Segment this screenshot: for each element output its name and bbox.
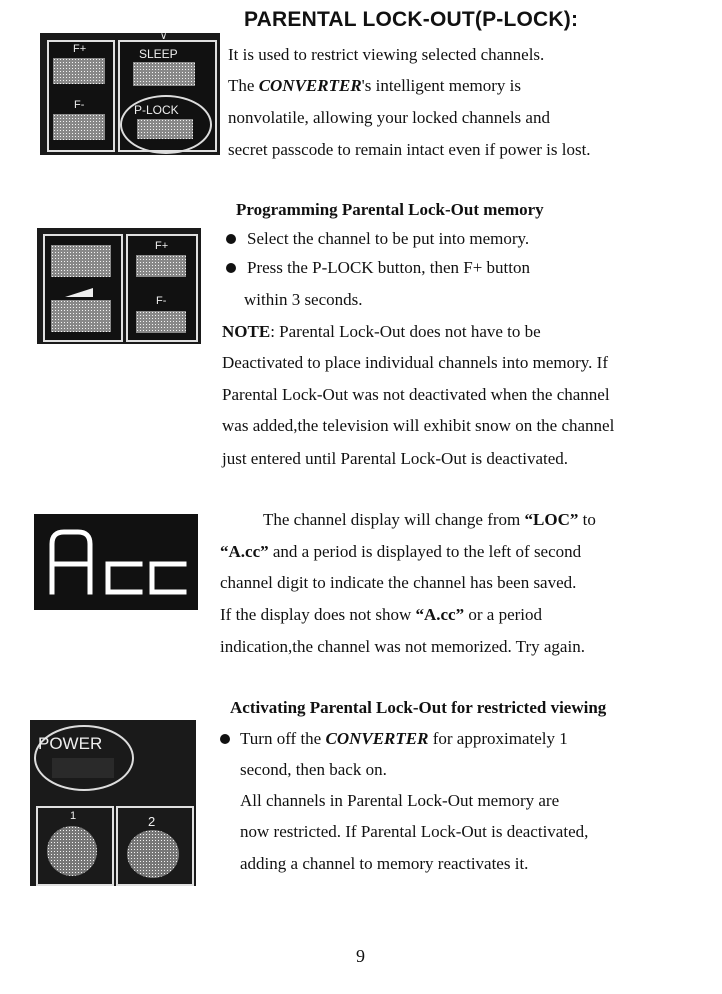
segment-display-acc xyxy=(34,514,198,610)
text-line: channel digit to indicate the channel has been saved. xyxy=(220,573,577,592)
text-line: was added,the television will exhibit snow on the channel xyxy=(222,416,615,435)
text-line: now restricted. If Parental Lock-Out is deactivated, xyxy=(240,822,589,841)
bullet-icon xyxy=(220,734,230,744)
plock-button xyxy=(137,119,193,139)
channel-display xyxy=(34,514,198,610)
brand-name: CONVERTER xyxy=(258,76,362,95)
text-line: adding a channel to memory reactivates it. xyxy=(240,854,529,873)
section-title-programming: Programming Parental Lock-Out memory xyxy=(236,200,544,219)
chevron-down-icon: ∨ xyxy=(160,31,168,42)
f-minus-button xyxy=(136,311,186,333)
f-plus-label: F+ xyxy=(73,43,87,55)
brand-name: CONVERTER xyxy=(325,729,429,748)
text-line: Deactivated to place individual channels into memory. If xyxy=(222,353,608,372)
note-label: NOTE xyxy=(222,322,271,341)
bullet-icon xyxy=(226,234,236,244)
lower-button xyxy=(51,300,111,332)
f-plus-label: F+ xyxy=(155,240,169,252)
text-line: indication,the channel was not memorized. Try again. xyxy=(220,637,585,656)
sleep-button xyxy=(133,62,195,86)
text-line: Turn off the CONVERTER for approximately 1 xyxy=(240,729,568,748)
digit-2-label: 2 xyxy=(148,814,156,829)
text-line: secret passcode to remain intact even if power is lost. xyxy=(228,140,591,159)
section-title-plock: PARENTAL LOCK-OUT(P-LOCK): xyxy=(244,8,579,31)
text-line: nonvolatile, allowing your locked channels and xyxy=(228,108,550,127)
text-line: Parental Lock-Out was not deactivated when the channel xyxy=(222,385,610,404)
text-line: It is used to restrict viewing selected channels. xyxy=(228,45,545,64)
text-line: Press the P-LOCK button, then F+ button xyxy=(247,258,531,277)
power-button xyxy=(52,758,114,778)
digit-1-label: 1 xyxy=(70,810,77,822)
text-line: second, then back on. xyxy=(240,760,387,779)
f-plus-button xyxy=(136,255,186,277)
upper-button xyxy=(51,245,111,277)
section-title-activating: Activating Parental Lock-Out for restricted viewing xyxy=(230,698,607,717)
digit-1-button xyxy=(47,826,97,876)
text-line: just entered until Parental Lock-Out is deactivated. xyxy=(222,449,569,468)
f-minus-label: F- xyxy=(156,295,167,307)
bullet-icon xyxy=(226,263,236,273)
f-minus-label: F- xyxy=(74,99,85,111)
text-line: All channels in Parental Lock-Out memory are xyxy=(240,791,560,810)
sleep-label: SLEEP xyxy=(139,47,178,61)
text-line: If the display does not show “A.cc” or a period xyxy=(220,605,542,624)
digit-2-button xyxy=(127,830,179,878)
text-line: within 3 seconds. xyxy=(244,290,363,309)
f-minus-button xyxy=(53,114,105,140)
volume-ramp-icon xyxy=(65,288,93,297)
plock-label: P-LOCK xyxy=(134,103,179,117)
page-number: 9 xyxy=(356,946,365,966)
f-plus-button xyxy=(53,58,105,84)
power-label: POWER xyxy=(38,734,103,753)
text-line: “A.cc” and a period is displayed to the left of second xyxy=(220,542,582,561)
text-line: The channel display will change from “LOC” to xyxy=(263,510,596,529)
text-line: The CONVERTER's intelligent memory is xyxy=(228,76,522,95)
text-line: Select the channel to be put into memory. xyxy=(247,229,530,248)
text-line: NOTE: Parental Lock-Out does not have to be xyxy=(222,322,541,341)
